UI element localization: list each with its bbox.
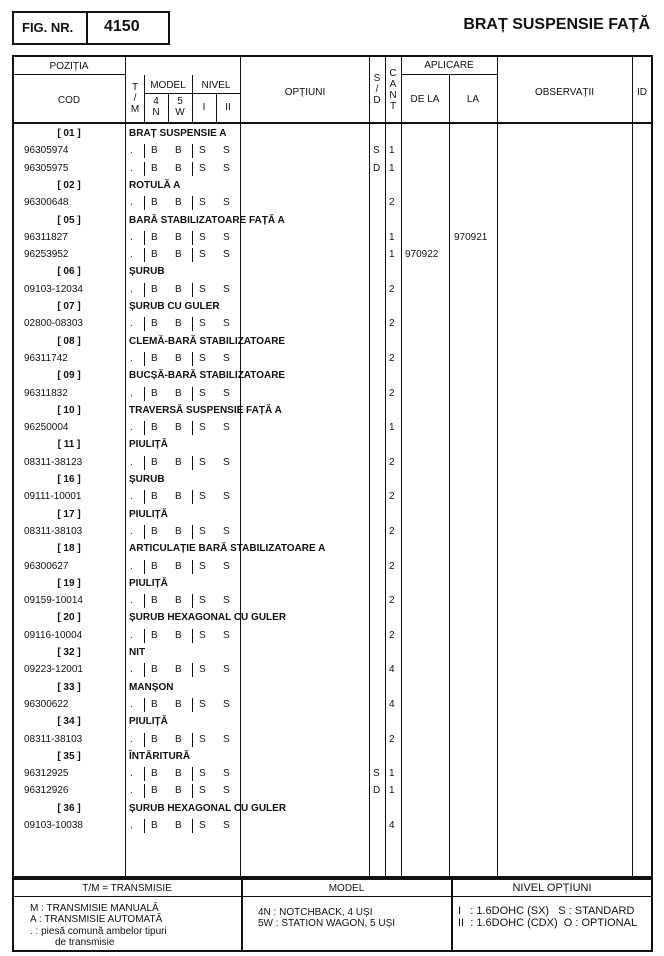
model-5w-value: B <box>175 820 182 831</box>
part-code: 96250004 <box>24 422 69 433</box>
row-divider <box>144 456 145 470</box>
nivel-i-value: S <box>199 699 206 710</box>
nivel-ii-value: S <box>223 249 230 260</box>
row-divider <box>144 525 145 539</box>
part-code: 08311-38123 <box>24 457 83 468</box>
row-divider <box>192 248 193 262</box>
model-4n-value: B <box>151 422 158 433</box>
col-cod: COD <box>57 95 81 106</box>
row-divider <box>192 629 193 643</box>
la-value: 970921 <box>454 232 488 243</box>
part-code: 96305975 <box>24 163 69 174</box>
cant-value: 4 <box>389 820 395 831</box>
col-cant-t: T <box>389 101 397 112</box>
legend-tm-title: T/M = TRANSMISIE <box>82 883 172 894</box>
col-model: MODEL <box>150 80 186 91</box>
part-code: 96311827 <box>24 232 68 243</box>
row-divider <box>192 733 193 747</box>
model-5w-value: B <box>175 734 182 745</box>
sd-value: D <box>373 163 381 174</box>
col-cant-a: A <box>389 79 397 90</box>
nivel-i-value: S <box>199 820 206 831</box>
nivel-ii-value: S <box>223 526 230 537</box>
model-4n-value: B <box>151 664 158 675</box>
row-divider <box>192 560 193 574</box>
col-model-4n <box>144 96 168 118</box>
position-ref: [ 19 ] <box>57 578 81 589</box>
model-4n-value: B <box>151 699 158 710</box>
col-sd-s: S <box>373 73 381 84</box>
col-sd-slash: / <box>375 84 379 95</box>
nivel-i-value: S <box>199 249 206 260</box>
position-ref: [ 36 ] <box>57 803 81 814</box>
cant-value: 1 <box>389 422 395 433</box>
legend-nivel-title: NIVEL OPȚIUNI <box>512 882 592 894</box>
group-name: BUCȘĂ-BARĂ STABILIZATOARE <box>129 370 286 381</box>
row-divider <box>144 594 145 608</box>
cant-value: 2 <box>389 491 395 502</box>
position-ref: [ 02 ] <box>57 180 81 191</box>
position-ref: [ 20 ] <box>57 612 81 623</box>
row-divider <box>144 231 145 245</box>
part-code: 09111-10001 <box>24 491 82 502</box>
row-divider <box>144 560 145 574</box>
nivel-ii-value: S <box>223 491 230 502</box>
row-divider <box>192 144 193 158</box>
group-name: BARĂ STABILIZATOARE FAȚĂ A <box>129 215 285 226</box>
sd-value: D <box>373 785 381 796</box>
nivel-ii-value: S <box>223 734 230 745</box>
model-4n-value: B <box>151 491 158 502</box>
row-divider <box>144 387 145 401</box>
legend-model-line: 4N : NOTCHBACK, 4 UȘI <box>258 907 373 918</box>
model-5w-value: B <box>175 197 182 208</box>
row-divider <box>192 784 193 798</box>
nivel-i-value: S <box>199 197 206 208</box>
group-name: ARTICULAȚIE BARĂ STABILIZATOARE A <box>129 543 326 554</box>
model-5w-value: B <box>175 699 182 710</box>
col-model-n: N <box>152 107 160 118</box>
nivel-ii-value: S <box>223 630 230 641</box>
position-ref: [ 16 ] <box>57 474 81 485</box>
nivel-ii-value: S <box>223 785 230 796</box>
row-divider <box>144 317 145 331</box>
col-cant <box>385 68 401 112</box>
nivel-ii-value: S <box>223 422 230 433</box>
row-divider <box>192 456 193 470</box>
nivel-ii-value: S <box>223 163 230 174</box>
model-4n-value: B <box>151 284 158 295</box>
nivel-ii-value: S <box>223 561 230 572</box>
group-name: ÎNTĂRITURĂ <box>129 751 191 762</box>
model-5w-value: B <box>175 422 182 433</box>
tm-value: . <box>130 318 133 329</box>
position-ref: [ 11 ] <box>57 439 81 450</box>
model-5w-value: B <box>175 249 182 260</box>
model-5w-value: B <box>175 145 182 156</box>
row-divider <box>144 784 145 798</box>
group-name: ȘURUB <box>129 266 165 277</box>
model-4n-value: B <box>151 318 158 329</box>
tm-value: . <box>130 232 133 243</box>
part-code: 09159-10014 <box>24 595 83 606</box>
row-divider <box>144 663 145 677</box>
part-code: 96253952 <box>24 249 69 260</box>
fig-label: FIG. NR. <box>22 20 74 35</box>
tm-value: . <box>130 388 133 399</box>
nivel-ii-value: S <box>223 457 230 468</box>
cant-value: 1 <box>389 785 395 796</box>
row-divider <box>144 767 145 781</box>
row-divider <box>192 819 193 833</box>
nivel-i-value: S <box>199 526 206 537</box>
model-4n-value: B <box>151 163 158 174</box>
tm-value: . <box>130 422 133 433</box>
nivel-ii-value: S <box>223 232 230 243</box>
model-5w-value: B <box>175 630 182 641</box>
cant-value: 2 <box>389 318 395 329</box>
col-id: ID <box>637 87 647 98</box>
row-divider <box>192 231 193 245</box>
part-code: 96311832 <box>24 388 68 399</box>
model-5w-value: B <box>175 595 182 606</box>
col-nivel-i: I <box>202 102 206 113</box>
position-ref: [ 32 ] <box>57 647 81 658</box>
group-name: MANȘON <box>129 682 174 693</box>
row-divider <box>144 819 145 833</box>
row-divider <box>192 421 193 435</box>
legend-nivel-line: II : 1.6DOHC (CDX) O : OPTIONAL <box>458 917 638 929</box>
cant-value: 2 <box>389 353 395 364</box>
model-4n-value: B <box>151 820 158 831</box>
nivel-ii-value: S <box>223 664 230 675</box>
cant-value: 2 <box>389 388 395 399</box>
cant-value: 2 <box>389 595 395 606</box>
tm-value: . <box>130 163 133 174</box>
nivel-ii-value: S <box>223 595 230 606</box>
col-model-4: 4 <box>153 96 159 107</box>
tm-value: . <box>130 699 133 710</box>
nivel-i-value: S <box>199 457 206 468</box>
position-ref: [ 10 ] <box>57 405 81 416</box>
group-name: ROTULĂ A <box>129 180 181 191</box>
nivel-ii-value: S <box>223 284 230 295</box>
col-observatii: OBSERVAȚII <box>534 87 595 98</box>
col-model-w: W <box>175 107 185 118</box>
nivel-i-value: S <box>199 664 206 675</box>
col-optiuni: OPȚIUNI <box>284 87 326 98</box>
model-4n-value: B <box>151 197 158 208</box>
col-nivel: NIVEL <box>201 80 231 91</box>
group-name: ȘURUB HEXAGONAL CU GULER <box>129 803 287 814</box>
position-ref: [ 33 ] <box>57 682 81 693</box>
nivel-i-value: S <box>199 630 206 641</box>
model-5w-value: B <box>175 561 182 572</box>
cant-value: 2 <box>389 526 395 537</box>
model-5w-value: B <box>175 163 182 174</box>
col-nivel-ii: II <box>225 102 231 113</box>
page-title: BRAȚ SUSPENSIE FAȚĂ <box>463 16 650 33</box>
col-cant-c: C <box>389 68 397 79</box>
cant-value: 4 <box>389 664 395 675</box>
nivel-ii-value: S <box>223 768 230 779</box>
tm-value: . <box>130 785 133 796</box>
cant-value: 1 <box>389 249 395 260</box>
model-5w-value: B <box>175 664 182 675</box>
tm-value: . <box>130 664 133 675</box>
tm-value: . <box>130 561 133 572</box>
row-divider <box>192 698 193 712</box>
part-code: 96300627 <box>24 561 69 572</box>
group-name: ȘURUB <box>129 474 165 485</box>
model-4n-value: B <box>151 457 158 468</box>
sd-value: S <box>373 768 380 779</box>
row-divider <box>144 629 145 643</box>
nivel-i-value: S <box>199 353 206 364</box>
tm-value: . <box>130 197 133 208</box>
tm-value: . <box>130 734 133 745</box>
position-ref: [ 06 ] <box>57 266 81 277</box>
nivel-i-value: S <box>199 422 206 433</box>
model-5w-value: B <box>175 457 182 468</box>
nivel-i-value: S <box>199 734 206 745</box>
model-5w-value: B <box>175 388 182 399</box>
nivel-ii-value: S <box>223 197 230 208</box>
tm-value: . <box>130 457 133 468</box>
row-divider <box>144 698 145 712</box>
dela-value: 970922 <box>405 249 439 260</box>
position-ref: [ 09 ] <box>57 370 81 381</box>
row-divider <box>192 387 193 401</box>
part-code: 96312926 <box>24 785 69 796</box>
row-divider <box>192 162 193 176</box>
row-divider <box>192 663 193 677</box>
model-4n-value: B <box>151 595 158 606</box>
cant-value: 2 <box>389 734 395 745</box>
nivel-i-value: S <box>199 163 206 174</box>
part-code: 96305974 <box>24 145 69 156</box>
model-4n-value: B <box>151 768 158 779</box>
tm-value: . <box>130 353 133 364</box>
cant-value: 1 <box>389 163 395 174</box>
cant-value: 1 <box>389 232 395 243</box>
nivel-i-value: S <box>199 561 206 572</box>
nivel-i-value: S <box>199 145 206 156</box>
cant-value: 2 <box>389 561 395 572</box>
nivel-i-value: S <box>199 232 206 243</box>
row-divider <box>144 144 145 158</box>
row-divider <box>192 767 193 781</box>
legend-model-line: 5W : STATION WAGON, 5 UȘI <box>258 918 396 929</box>
tm-value: . <box>130 284 133 295</box>
model-4n-value: B <box>151 734 158 745</box>
row-divider <box>144 162 145 176</box>
col-aplicare: APLICARE <box>424 60 474 71</box>
model-4n-value: B <box>151 353 158 364</box>
part-code: 96312925 <box>24 768 69 779</box>
group-name: ȘURUB CU GULER <box>129 301 220 312</box>
group-name: TRAVERSĂ SUSPENSIE FAȚĂ A <box>129 405 282 416</box>
nivel-ii-value: S <box>223 388 230 399</box>
nivel-ii-value: S <box>223 699 230 710</box>
part-code: 09103-12034 <box>24 284 83 295</box>
position-ref: [ 01 ] <box>57 128 81 139</box>
row-divider <box>192 594 193 608</box>
model-5w-value: B <box>175 491 182 502</box>
row-divider <box>144 733 145 747</box>
row-divider <box>144 421 145 435</box>
row-divider <box>192 283 193 297</box>
part-code: 08311-38103 <box>24 734 83 745</box>
model-4n-value: B <box>151 145 158 156</box>
nivel-i-value: S <box>199 491 206 502</box>
model-4n-value: B <box>151 561 158 572</box>
col-sd-d: D <box>373 95 381 106</box>
part-code: 08311-38103 <box>24 526 83 537</box>
part-code: 09103-10038 <box>24 820 83 831</box>
cant-value: 1 <box>389 768 395 779</box>
nivel-i-value: S <box>199 388 206 399</box>
nivel-i-value: S <box>199 284 206 295</box>
col-model-5w <box>168 96 192 118</box>
cant-value: 2 <box>389 197 395 208</box>
sd-value: S <box>373 145 380 156</box>
model-4n-value: B <box>151 388 158 399</box>
part-code: 09116-10004 <box>24 630 83 641</box>
position-ref: [ 34 ] <box>57 716 81 727</box>
tm-value: . <box>130 768 133 779</box>
row-divider <box>144 248 145 262</box>
model-5w-value: B <box>175 768 182 779</box>
nivel-ii-value: S <box>223 145 230 156</box>
tm-value: . <box>130 491 133 502</box>
group-name: BRAȚ SUSPENSIE A <box>129 128 227 139</box>
part-code: 09223-12001 <box>24 664 83 675</box>
position-ref: [ 18 ] <box>57 543 81 554</box>
col-tm <box>126 82 144 115</box>
legend-model-title: MODEL <box>328 883 365 894</box>
tm-value: . <box>130 526 133 537</box>
col-la: LA <box>466 94 480 105</box>
position-ref: [ 17 ] <box>57 509 81 520</box>
col-model-5: 5 <box>177 96 183 107</box>
row-divider <box>192 317 193 331</box>
col-pozitia: POZIȚIA <box>49 61 89 72</box>
tm-value: . <box>130 249 133 260</box>
nivel-i-value: S <box>199 595 206 606</box>
row-divider <box>144 490 145 504</box>
col-sd <box>369 73 385 106</box>
cant-value: 2 <box>389 457 395 468</box>
part-code: 96311742 <box>24 353 68 364</box>
group-name: PIULIȚĂ <box>129 439 168 450</box>
group-name: PIULIȚĂ <box>129 716 168 727</box>
part-code: 02800-08303 <box>24 318 83 329</box>
nivel-i-value: S <box>199 785 206 796</box>
cant-value: 2 <box>389 630 395 641</box>
model-4n-value: B <box>151 232 158 243</box>
model-4n-value: B <box>151 526 158 537</box>
position-ref: [ 08 ] <box>57 336 81 347</box>
position-ref: [ 07 ] <box>57 301 81 312</box>
col-dela: DE LA <box>410 94 440 105</box>
model-4n-value: B <box>151 249 158 260</box>
cant-value: 2 <box>389 284 395 295</box>
model-5w-value: B <box>175 785 182 796</box>
row-divider <box>192 196 193 210</box>
part-code: 96300622 <box>24 699 69 710</box>
fig-number: 4150 <box>104 18 140 35</box>
legend-tm-line: de transmisie <box>55 937 115 948</box>
group-name: ȘURUB HEXAGONAL CU GULER <box>129 612 287 623</box>
nivel-ii-value: S <box>223 353 230 364</box>
col-tm-slash: / <box>133 93 137 104</box>
model-5w-value: B <box>175 526 182 537</box>
row-divider <box>144 196 145 210</box>
nivel-i-value: S <box>199 318 206 329</box>
cant-value: 4 <box>389 699 395 710</box>
group-name: NIT <box>129 647 146 658</box>
row-divider <box>144 352 145 366</box>
legend-nivel-line: I : 1.6DOHC (SX) S : STANDARD <box>458 905 635 917</box>
model-5w-value: B <box>175 318 182 329</box>
position-ref: [ 05 ] <box>57 215 81 226</box>
row-divider <box>192 352 193 366</box>
model-5w-value: B <box>175 284 182 295</box>
tm-value: . <box>130 145 133 156</box>
tm-value: . <box>130 630 133 641</box>
nivel-ii-value: S <box>223 820 230 831</box>
model-4n-value: B <box>151 785 158 796</box>
group-name: CLEMĂ-BARĂ STABILIZATOARE <box>129 336 286 347</box>
col-tm-t: T <box>131 82 139 93</box>
tm-value: . <box>130 595 133 606</box>
tm-value: . <box>130 820 133 831</box>
nivel-ii-value: S <box>223 318 230 329</box>
row-divider <box>192 490 193 504</box>
model-5w-value: B <box>175 232 182 243</box>
row-divider <box>192 525 193 539</box>
col-cant-n: N <box>389 90 397 101</box>
part-code: 96300648 <box>24 197 69 208</box>
legend-tm-line: . : piesă comună ambelor tipuri <box>30 926 167 937</box>
model-5w-value: B <box>175 353 182 364</box>
cant-value: 1 <box>389 145 395 156</box>
legend-tm-line: A : TRANSMISIE AUTOMATĂ <box>30 914 163 925</box>
col-tm-m: M <box>130 104 140 115</box>
group-name: PIULIȚĂ <box>129 509 168 520</box>
model-4n-value: B <box>151 630 158 641</box>
position-ref: [ 35 ] <box>57 751 81 762</box>
row-divider <box>144 283 145 297</box>
nivel-i-value: S <box>199 768 206 779</box>
legend-tm-line: M : TRANSMISIE MANUALĂ <box>30 903 159 914</box>
group-name: PIULIȚĂ <box>129 578 168 589</box>
